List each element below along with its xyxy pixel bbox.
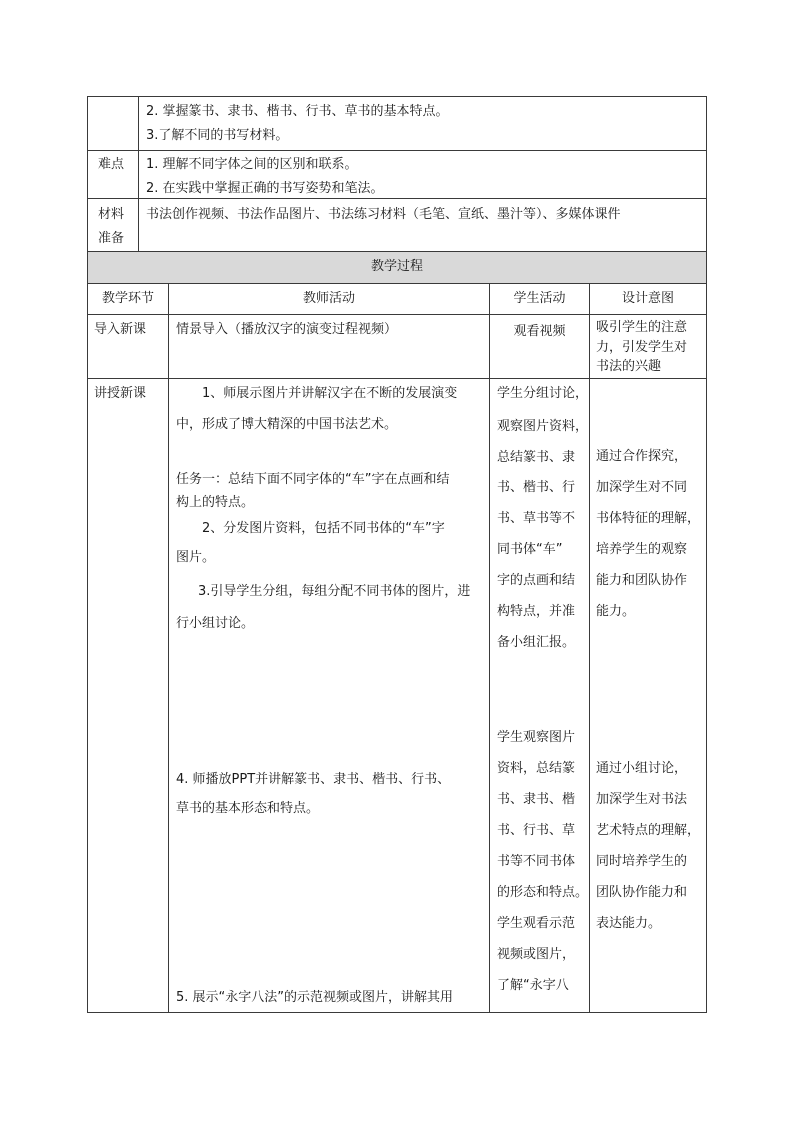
objective-item: 2. 掌握篆书、隶书、楷书、行书、草书的基本特点。 — [146, 104, 449, 119]
table-line — [87, 1012, 707, 1013]
teacher-line: 行小组讨论。 — [176, 616, 255, 631]
student-line: 构特点，并准 — [497, 604, 576, 619]
intent-line: 艺术特点的理解， — [596, 823, 701, 838]
teacher-line: 2、分发图片资料，包括不同书体的“车”字 — [202, 521, 445, 536]
student-line: 的形态和特点。 — [497, 885, 589, 900]
student-line: 学生分组讨论， — [497, 386, 589, 401]
intent-line: 表达能力。 — [596, 916, 662, 931]
student-line: 学生观察图片 — [497, 730, 576, 745]
student-line: 总结篆书、隶 — [497, 450, 576, 465]
table-line — [87, 150, 707, 151]
intent-line: 能力和团队协作 — [596, 573, 688, 588]
intent-line: 加深学生对不同 — [596, 480, 688, 495]
student-line: 视频或图片， — [497, 947, 576, 962]
teacher-intro: 情景导入（播放汉字的演变过程视频） — [176, 322, 398, 337]
student-line: 书、行书、草 — [497, 823, 576, 838]
student-line: 字的点画和结 — [497, 573, 576, 588]
header-stage: 教学环节 — [101, 291, 154, 306]
difficulty-label: 难点 — [98, 157, 125, 172]
table-line — [87, 198, 707, 199]
student-line: 观察图片资料， — [497, 419, 589, 434]
teacher-line: 1、师展示图片并讲解汉字在不断的发展演变 — [202, 386, 458, 401]
table-line — [87, 378, 707, 379]
intent-line: 同时培养学生的 — [596, 854, 688, 869]
student-intro: 观看视频 — [513, 324, 566, 339]
teacher-line: 任务一：总结下面不同字体的“车”字在点画和结 — [176, 472, 450, 487]
difficulty-item: 1. 理解不同字体之间的区别和联系。 — [146, 157, 358, 172]
stage-intro: 导入新课 — [94, 322, 147, 337]
intent-line: 加深学生对书法 — [596, 792, 688, 807]
teacher-line: 4. 师播放PPT并讲解篆书、隶书、楷书、行书、 — [176, 772, 451, 787]
intent-line: 培养学生的观察 — [596, 542, 688, 557]
intent-intro-line: 书法的兴趣 — [596, 359, 662, 374]
teacher-line: 中，形成了博大精深的中国书法艺术。 — [176, 417, 398, 432]
table-line — [138, 96, 139, 251]
table-line — [87, 283, 707, 284]
intent-intro-line: 力，引发学生对 — [596, 340, 688, 355]
intent-line: 通过合作探究， — [596, 449, 688, 464]
table-line — [589, 283, 590, 1013]
teacher-line: 草书的基本形态和特点。 — [176, 801, 320, 816]
materials-label: 准备 — [98, 231, 125, 246]
table-line — [87, 96, 707, 97]
student-line: 书、隶书、楷 — [497, 792, 576, 807]
teacher-line: 图片。 — [176, 550, 216, 565]
student-line: 资料，总结篆 — [497, 761, 576, 776]
stage-lecture: 讲授新课 — [94, 386, 147, 401]
student-line: 书等不同书体 — [497, 854, 576, 869]
table-line — [87, 96, 88, 1013]
teacher-line: 构上的特点。 — [176, 495, 255, 510]
student-line: 学生观看示范 — [497, 916, 576, 931]
header-student: 学生活动 — [513, 291, 566, 306]
student-line: 同书体“车” — [497, 542, 563, 557]
materials-label: 材料 — [98, 207, 125, 222]
table-line — [706, 96, 707, 1013]
intent-line: 通过小组讨论， — [596, 761, 688, 776]
student-line: 了解“永字八 — [497, 978, 569, 993]
intent-line: 能力。 — [596, 604, 636, 619]
header-teacher: 教师活动 — [302, 291, 355, 306]
table-line — [168, 283, 169, 1013]
table-line — [87, 314, 707, 315]
intent-line: 团队协作能力和 — [596, 885, 688, 900]
table-line — [87, 251, 707, 252]
student-line: 书、草书等不 — [497, 511, 576, 526]
table-line — [489, 283, 490, 1013]
intent-line: 书体特征的理解， — [596, 511, 701, 526]
objective-item: 3.了解不同的书写材料。 — [146, 128, 289, 143]
teacher-line: 5. 展示“永字八法”的示范视频或图片，讲解其用 — [176, 990, 454, 1005]
difficulty-item: 2. 在实践中掌握正确的书写姿势和笔法。 — [146, 181, 384, 196]
intent-intro-line: 吸引学生的注意 — [596, 320, 688, 335]
teacher-line: 3.引导学生分组，每组分配不同书体的图片，进 — [198, 584, 471, 599]
materials-text: 书法创作视频、书法作品图片、书法练习材料（毛笔、宣纸、墨汁等）、多媒体课件 — [146, 207, 621, 222]
student-line: 备小组汇报。 — [497, 635, 576, 650]
process-title: 教学过程 — [370, 259, 423, 274]
student-line: 书、楷书、行 — [497, 480, 576, 495]
header-intent: 设计意图 — [621, 291, 674, 306]
